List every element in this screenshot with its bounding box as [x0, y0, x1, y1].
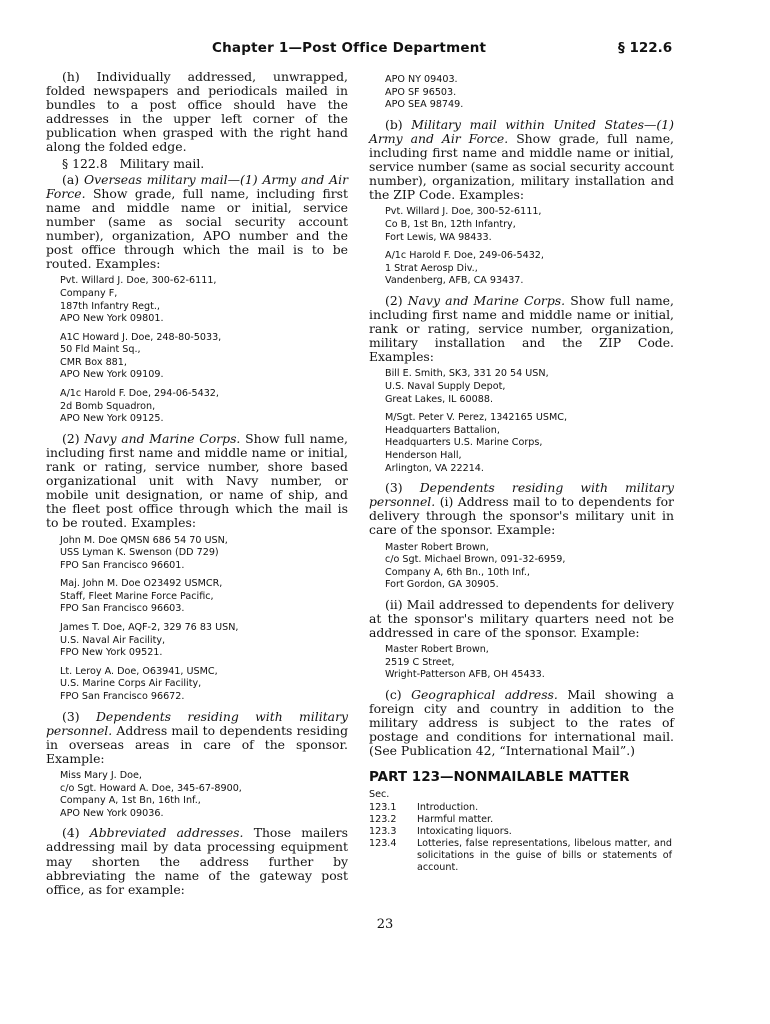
toc-entry-title: Lotteries, false representations, libelous matter, and solicitations in the guise of bills or statements of account.	[417, 837, 672, 873]
toc-entry	[369, 814, 674, 826]
paragraph-h: (h) Individually addressed, unwrapped, folded newspapers and periodicals mailed in bundles to a post office should have the addresses in the upper left corner of the publication when grasped with the right hand along the folded edge.	[46, 69, 348, 155]
toc-entry	[369, 838, 674, 874]
paragraph-b3-ii: (ii) Mail addressed to dependents for delivery at the sponsor's military quarters need not be addressed in care of the sponsor. Example:	[369, 596, 674, 641]
paragraph-b1: (b) Military mail within United States—(1) Army and Air Force. Show grade, full name, including first name and middle name or initial, service number (same as social security account number), organization, military installation and the ZIP Code. Examples:	[369, 116, 674, 203]
address-example: Bill E. Smith, SK3, 331 20 54 USN, U.S. Naval Supply Depot, Great Lakes, IL 60088.	[385, 368, 549, 405]
toc-entry-title: Harmful matter.	[417, 813, 494, 825]
page-number: 23	[376, 917, 394, 932]
toc-entry-title: Introduction.	[417, 801, 479, 813]
address-example: M/Sgt. Peter V. Perez, 1342165 USMC, Headquarters Battalion, Headquarters U.S. Marine Corps, Henderson Hall, Arlington, VA 22214.	[385, 412, 568, 474]
running-header	[0, 40, 770, 58]
section-table-of-contents	[369, 789, 674, 874]
paragraph-b3: (3) Dependents residing with military personnel. (i) Address mail to to dependents for delivery through the sponsor's military unit in care of the sponsor. Example:	[369, 480, 674, 538]
address-example: Lt. Leroy A. Doe, O63941, USMC, U.S. Marine Corps Air Facility, FPO San Francisco 96672.	[60, 665, 218, 703]
address-example: James T. Doe, AQF-2, 329 76 83 USN, U.S. Naval Air Facility, FPO New York 09521.	[60, 622, 239, 659]
address-example: Pvt. Willard J. Doe, 300-52-6111, Co B, 1st Bn, 12th Infantry, Fort Lewis, WA 98433.	[385, 206, 542, 243]
toc-entry-number: 123.4	[369, 837, 397, 849]
address-example: Master Robert Brown, c/o Sgt. Michael Brown, 091-32-6959, Company A, 6th Bn., 10th Inf., Fort Gordon, GA 30905.	[385, 541, 566, 591]
address-example: Maj. John M. Doe O23492 USMCR, Staff, Fleet Marine Force Pacific, FPO San Francisco 96603.	[60, 578, 223, 615]
section-heading-title: Military mail.	[119, 155, 205, 171]
toc-entry	[369, 826, 674, 838]
paragraph-a2: (2) Navy and Marine Corps. Show full name, including first name and middle name or initial, rank or rating, service number, shore based organizational unit with Navy number, or mobile unit designation, or name of ship, and the fleet post office through which the mail is to be routed. Examples:	[46, 430, 348, 531]
section-number: § 122.6	[618, 40, 673, 56]
address-example: A/1c Harold F. Doe, 249-06-5432, 1 Strat Aerosp Div., Vandenberg, AFB, CA 93437.	[385, 250, 544, 287]
paragraph-a3: (3) Dependents residing with military personnel. Address mail to dependents residing in overseas areas in care of the sponsor. Example:	[46, 708, 348, 766]
toc-label: Sec.	[369, 788, 390, 800]
toc-entry-title: Intoxicating liquors.	[417, 825, 512, 837]
address-example: APO NY 09403. APO SF 96503. APO SEA 98749.	[385, 74, 464, 111]
section-heading	[46, 157, 348, 171]
toc-entry-number: 123.1	[369, 801, 397, 813]
chapter-title: Chapter 1—Post Office Department	[212, 40, 487, 56]
address-example: Miss Mary J. Doe, c/o Sgt. Howard A. Doe, 345-67-8900, Company A, 1st Bn, 16th Inf., APO New York 09036.	[60, 770, 242, 819]
paragraph-b2: (2) Navy and Marine Corps. Show full name, including first name and middle name or initial, rank or rating, service number, organization, military installation and the ZIP Code. Examples:	[369, 292, 674, 365]
section-heading-number: § 122.8	[62, 155, 108, 171]
address-example: John M. Doe QMSN 686 54 70 USN, USS Lyman K. Swenson (DD 729) FPO San Francisco 96601.	[60, 534, 228, 571]
address-example: Master Robert Brown, 2519 C Street, Wright-Patterson AFB, OH 45433.	[385, 644, 545, 681]
address-example: A1C Howard J. Doe, 248-80-5033, 50 Fld Maint Sq., CMR Box 881, APO New York 09109.	[60, 331, 222, 381]
left-column	[46, 70, 348, 899]
part-heading: PART 123—NONMAILABLE MATTER	[369, 769, 630, 786]
toc-entry-number: 123.3	[369, 825, 397, 837]
right-column	[369, 70, 674, 874]
toc-entry	[369, 802, 674, 814]
toc-entry-number: 123.2	[369, 813, 397, 825]
address-example: A/1c Harold F. Doe, 294-06-5432, 2d Bomb Squadron, APO New York 09125.	[60, 388, 219, 425]
paragraph-a4: (4) Abbreviated addresses. Those mailers addressing mail by data processing equipment may shorten the address further by abbreviating the name of the gateway post office, as for example:	[46, 825, 348, 897]
address-example: Pvt. Willard J. Doe, 300-62-6111, Company F, 187th Infantry Regt., APO New York 09801.	[60, 275, 217, 325]
paragraph-a1: (a) Overseas military mail—(1) Army and Air Force. Show grade, full name, including first name and middle name or initial, service number (same as social security account number), organization, APO number and the post office through which the mail is to be routed. Examples:	[46, 171, 348, 272]
paragraph-c: (c) Geographical address. Mail showing a foreign city and country in addition to the military address is subject to the rates of postage and conditions for international mail. (See Publication 42, “International Mail”.)	[369, 686, 674, 759]
